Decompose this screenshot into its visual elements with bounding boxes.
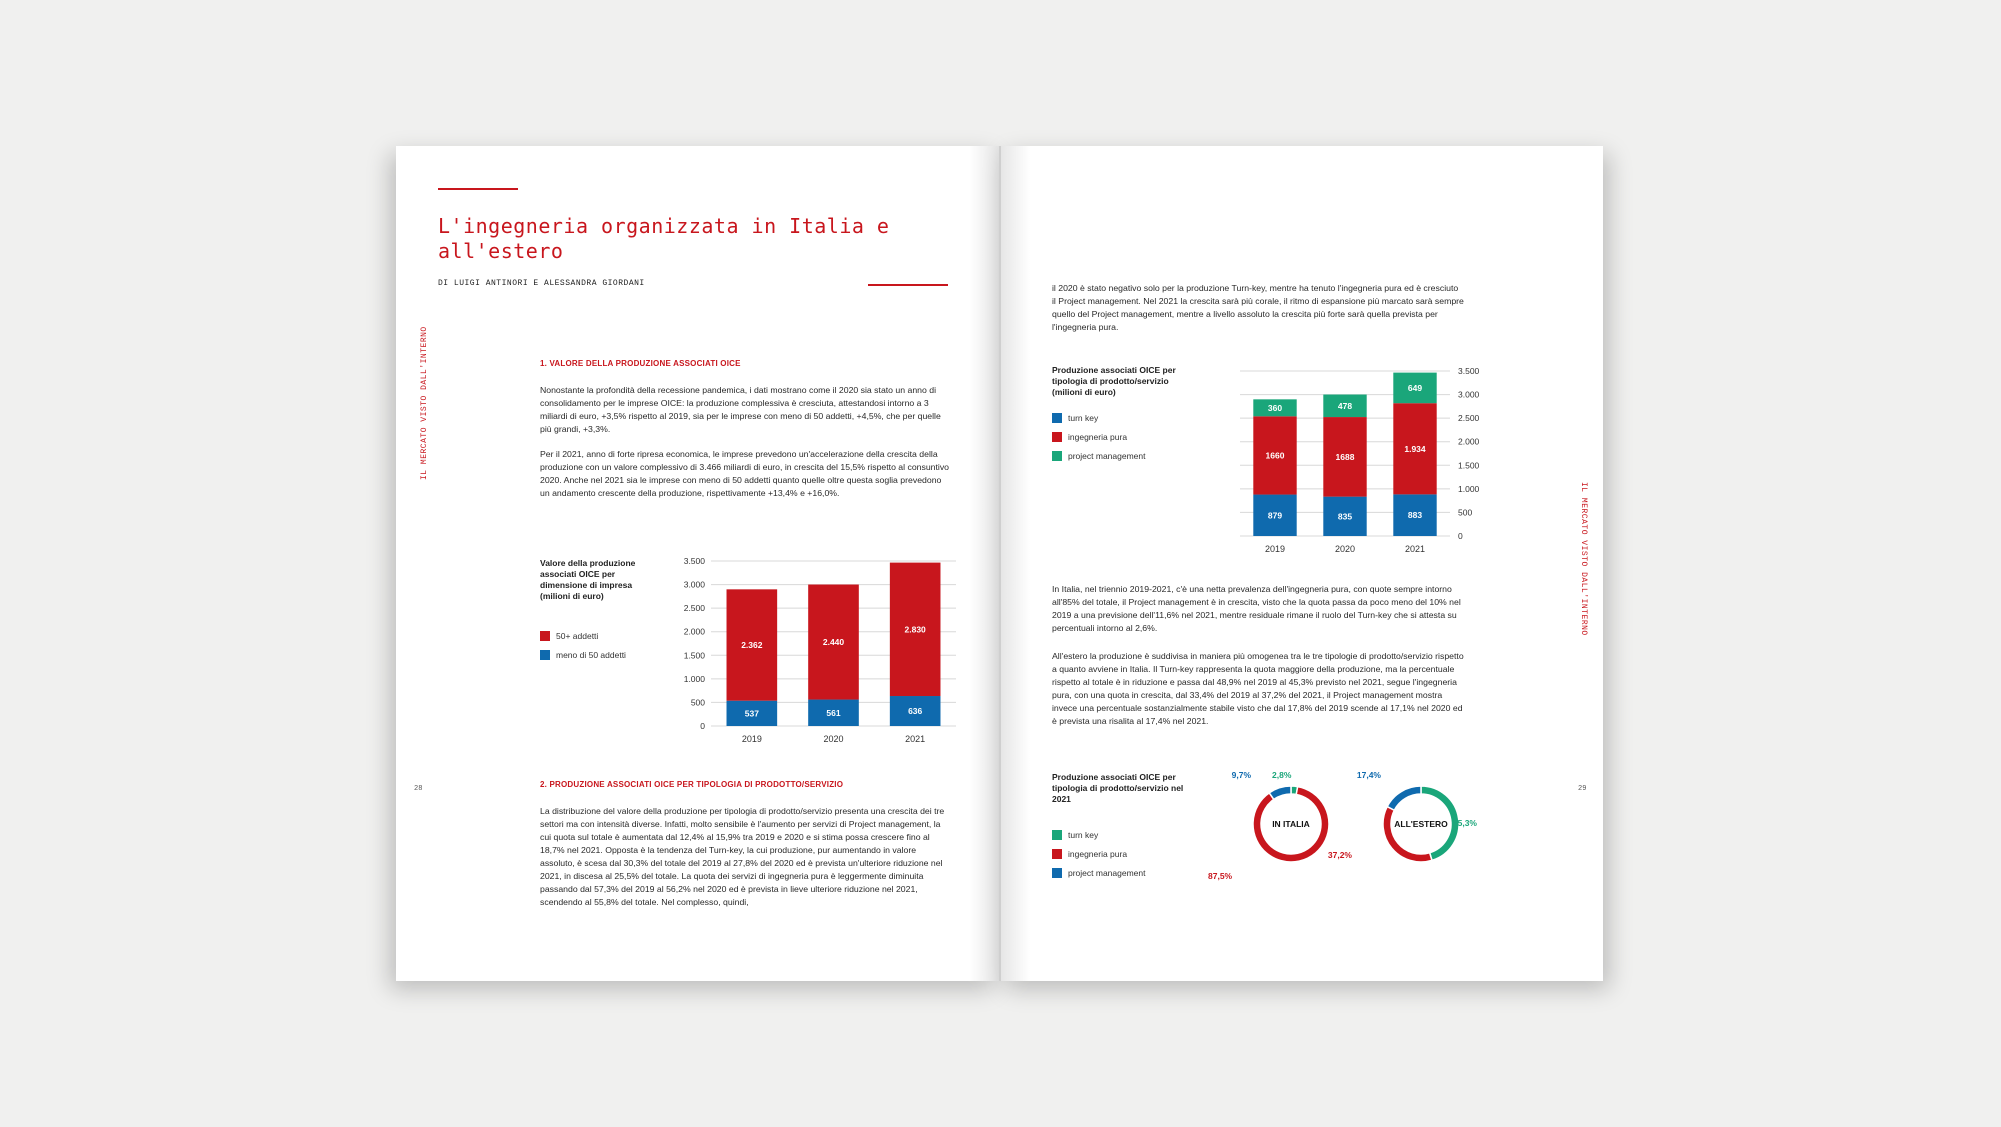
paragraph-right-top: il 2020 è stato negativo solo per la produzione Turn-key, mentre ha tenuto l'ingegneria pura ed è cresciuto il Project management. Nel 2021 la crescita sarà più corale, il ritmo di espansione più marcato sarà sempre quello del Project management, mentre a livello assoluto la crescita più forte sarà quella prevista per l'ingegneria pura. [1052,283,1464,332]
data-label: 478 [1337,400,1353,411]
side-running-head: IL MERCATO VISTO DALL'INTERNO [1579,482,1588,636]
y-tick-label: 0 [1458,531,1463,541]
x-tick-label: 2019 [741,734,762,744]
y-tick-label: 1.500 [1458,460,1480,471]
data-label: 879 [1267,510,1283,521]
y-tick-label: 2.500 [1458,413,1480,424]
legend-swatch-green [1052,451,1062,461]
y-tick-label: 3.500 [1458,366,1480,376]
y-tick-label: 2.000 [1458,436,1480,447]
legend-item [540,626,626,645]
y-tick-label: 1.000 [683,673,705,684]
donut-center-label: IN ITALIA [1272,819,1310,829]
article-author: DI LUIGI ANTINORI E ALESSANDRA GIORDANI [438,279,645,288]
chart1-bar-chart [666,551,966,756]
slice-label: 87,5% [1208,871,1233,881]
article-title: L'ingegneria organizzata in Italia e all'estero [438,214,890,263]
chart2-legend [1052,408,1146,465]
left-page [396,146,999,981]
legend-swatch-green [1052,830,1062,840]
paragraph-right-mid: In Italia, nel triennio 2019-2021, c'è una netta prevalenza dell'ingegneria pura, con quote sempre intorno all'85% del totale, il Project management è in crescita, visto che la quota passa da poco meno del 10% nel 2019 a una previsione dell'11,6% nel 2021, mentre residuale rimane il ruolo del Turn-key che si attesta su percentuali intorno al 2,6%. [1052,584,1461,633]
author-rule [868,284,948,286]
page-number: 28 [414,785,423,793]
legend-item [1052,446,1146,465]
donut-slice [1269,786,1291,799]
paragraph-3: La distribuzione del valore della produzione per tipologia di prodotto/servizio presenta una crescita dei tre settori ma con intensità diverse. Infatti, molto sensibile è l'aumento per servizi di Project management, la cui quota sul totale è aumentata dal 12,4% al 15,9% tra 2019 e 2020 e si stima possa crescere fino al 18,7% nel 2021. Opposta è la tendenza del Turn-key, la cui produzione, pur aumentando in valore assoluto, è scesa dal 30,3% del totale del 2019 al 27,8% del 2020 ed è prevista un'ulteriore riduzione nel 2021, in discesa al 25,5% del totale. La quota dei servizi di ingegneria pura è leggermente diminuita passando dal 57,3% del 2019 al 56,2% nel 2020 ed è prevista in lieve ulteriore riduzione nel 2021, scendendo al 55,8% del totale. Nel complesso, quindi, [540,806,945,907]
data-label: 636 [908,706,923,717]
legend-label: turn key [1068,829,1099,840]
y-tick-label: 3.000 [683,579,705,590]
data-label: 649 [1407,382,1423,393]
donut-center-label: ALL'ESTERO [1394,819,1448,829]
data-label: 835 [1337,511,1353,522]
y-tick-label: 0 [700,721,705,731]
chart2-title: Produzione associati OICE per tipologia di prodotto/servizio (milioni di euro) [1052,365,1176,397]
x-tick-label: 2021 [905,734,926,744]
legend-swatch-red [1052,432,1062,442]
data-label: 360 [1267,402,1283,413]
paragraph-right-mid-2: All'estero la produzione è suddivisa in maniera più omogenea tra le tre tipologie di prodotto/servizio rispetto a quanto avviene in Italia. Il Turn-key rappresenta la quota maggiore della produzione, ma la percentuale rispetto al totale è in riduzione e passa dal 48,9% nel 2019 al 45,3% previsto nel 2021, segue l'ingegneria pura, con una quota in crescita, dal 33,4% del 2019 al 37,2% del 2021, il Project management mostra invece una percentuale sostanzialmente stabile visto che dal 17,8% del 2019 scende al 17,1% nel 2020 ed è prevista una risalita al 17,4% nel 2021. [1052,651,1464,726]
donut-slice [1383,807,1432,862]
data-label: 2.440 [822,637,845,648]
y-tick-label: 1.000 [1458,483,1480,494]
section-1-heading: 1. VALORE DELLA PRODUZIONE ASSOCIATI OICE [540,359,741,368]
section-2-heading: 2. PRODUZIONE ASSOCIATI OICE PER TIPOLOGIA DI PRODOTTO/SERVIZIO [540,780,844,789]
paragraph-1: Nonostante la profondità della recessione pandemica, i dati mostrano come il 2020 sia stato un anno di consolidamento per le imprese OICE: la produzione complessiva è cresciuta, attestandosi intorno a 3 miliardi di euro, +3,5% rispetto al 2019, sia per le imprese con meno di 50 addetti, +4,5%, che per quelle più grandi, +3,3%. [540,385,941,434]
slice-label: 9,7% [1231,770,1251,780]
legend-swatch-red [1052,849,1062,859]
data-label: 537 [744,708,759,719]
side-running-head: IL MERCATO VISTO DALL'INTERNO [420,326,429,480]
legend-label: 50+ addetti [556,630,599,641]
legend-label: ingegneria pura [1068,848,1128,859]
y-tick-label: 2.000 [683,626,705,637]
slice-label: 2,8% [1272,770,1292,780]
y-tick-label: 3.000 [1458,389,1480,400]
legend-item [1052,863,1146,882]
legend-swatch-blue [1052,413,1062,423]
x-tick-label: 2020 [1334,544,1356,554]
chart3-title: Produzione associati OICE per tipologia di prodotto/servizio nel 2021 [1052,772,1184,804]
legend-item [1052,408,1146,427]
title-rule [438,188,518,190]
y-tick-label: 1.500 [683,650,705,661]
legend-swatch-blue [540,650,550,660]
book-spine [999,146,1001,981]
data-label: 883 [1407,510,1423,521]
legend-label: meno di 50 addetti [556,649,626,660]
data-label: 1660 [1265,450,1285,461]
right-gutter-shadow [1000,146,1030,981]
legend-label: project management [1068,867,1146,878]
x-tick-label: 2020 [823,734,844,744]
data-label: 2.362 [741,640,763,651]
data-label: 561 [826,707,841,718]
paragraph-2: Per il 2021, anno di forte ripresa economica, le imprese prevedono un'accelerazione della crescita della produzione con un valore complessivo di 3.466 miliardi di euro, in crescita del 15,5% rispetto al consuntivo 2020. Anche nel 2021 sia le imprese con meno di 50 addetti quanto quelle oltre questa soglia prevedono un andamento crescente della produzione, rispettivamente +13,4% e +16,0%. [540,449,950,498]
y-tick-label: 2.500 [683,603,705,614]
slice-label: 45,3% [1452,818,1477,828]
legend-item [1052,427,1146,446]
right-page [1000,146,1603,981]
legend-swatch-red [540,631,550,641]
data-label: 1688 [1335,451,1355,462]
chart1-title: Valore della produzione associati OICE per dimensione di impresa (milioni di euro) [540,558,636,601]
x-tick-label: 2021 [1404,544,1426,554]
page-number: 29 [1578,785,1587,793]
y-tick-label: 500 [690,697,705,708]
data-label: 1.934 [1404,443,1426,454]
legend-label: ingegneria pura [1068,431,1128,442]
chart3-donut-charts [1208,766,1590,926]
y-tick-label: 500 [1458,507,1473,518]
legend-item [1052,825,1146,844]
left-gutter-shadow [969,146,999,981]
donut-slice [1387,786,1421,810]
chart3-legend [1052,825,1146,882]
legend-swatch-blue [1052,868,1062,878]
legend-label: project management [1068,450,1146,461]
y-tick-label: 3.500 [683,556,705,566]
legend-item [1052,844,1146,863]
chart2-bar-chart [1230,361,1530,566]
legend-item [540,645,626,664]
legend-label: turn key [1068,412,1099,423]
slice-label: 37,2% [1327,850,1352,860]
x-tick-label: 2019 [1264,544,1286,554]
chart1-legend [540,626,626,664]
data-label: 2.830 [904,624,926,635]
slice-label: 17,4% [1356,770,1381,780]
